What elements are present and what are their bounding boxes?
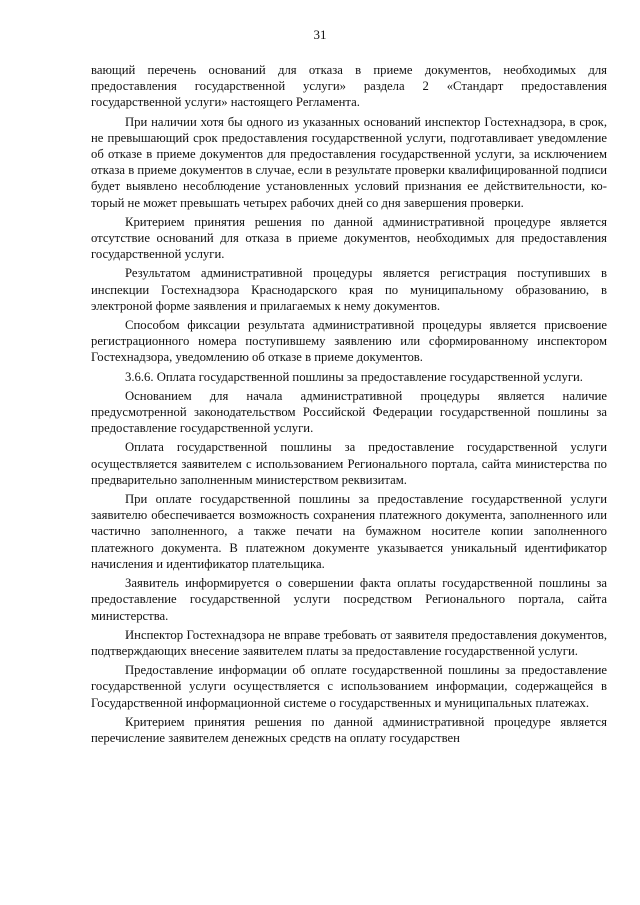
paragraph-payment-method: Оплата государственной пошлины за предоставление государственной услуги осуществляется заявителем с использованием Регионального портала, сайта министерства по предварительно заполненным министерством реквизитам. <box>91 440 607 487</box>
paragraph-payment-document: При оплате государственной пошлины за предоставление государственной услуги заявителю обеспечивается возможность сохранения платежного документа, заполненного или частично заполненного, а также печати на бумажном носителе копии заполненного платежного документа. В платежном документе указывается уникальный идентификатор начисления и идентификатор плательщика. <box>91 492 607 571</box>
paragraph-payment-notification: Заявитель информируется о совершении факта оплаты государственной пошлины за предоставление государственной услуги посредством Регионального портала, сайта министерства. <box>91 576 607 623</box>
page-number: 31 <box>313 27 327 42</box>
paragraph-fixation-method: Способом фиксации результата административной процедуры является присвоение регистрационного номера поступившему заявлению или сформированному инспектором Гостехнадзора, уведомлению об отказе в приеме документов. <box>91 318 607 365</box>
paragraph-decision-criterion: Критерием принятия решения по данной административной процедуре является отсутствие оснований для отказа в приеме документов, необходимых для предоставления государственной услуги. <box>91 214 607 262</box>
paragraph-inspector-restriction: Инспектор Гостехнадзора не вправе требовать от заявителя предоставления документов, подтверждающих внесение заявителем платы за предоставление государственной услуги. <box>91 627 607 658</box>
paragraph-payment-criterion: Критерием принятия решения по данной административной процедуре является перечисление заявителем денежных средств на оплату государствен <box>91 714 607 745</box>
paragraph-procedure-basis: Основанием для начала административной процедуры является наличие предусмотренной законодательством Российской Федерации государственной пошлины за предоставление государственной услуги. <box>91 388 607 436</box>
paragraph-procedure-result: Результатом административной процедуры является регистрация поступивших в инспекции Гостехнадзора Краснодарского края по муниципальному образованию, в электроной форме заявления и прилагаемых к нему документов. <box>91 266 607 313</box>
document-body <box>91 62 607 749</box>
paragraph-payment-information: Предоставление информации об оплате государственной пошлины за предоставление государственной услуги осуществляется с использованием информации, содержащейся в Государственной информационной системе о государственных и муниципальных платежах. <box>91 663 607 710</box>
section-heading-3-6-6: 3.6.6. Оплата государственной пошлины за предоставление государственной услуги. <box>125 369 583 384</box>
paragraph-continuation: вающий перечень оснований для отказа в приеме документов, необходимых для предоставления государственной услуги» раздела 2 «Стандарт предоставления государственной услуги» настоящего Регламента. <box>91 63 607 110</box>
paragraph-refusal-notice: При наличии хотя бы одного из указанных оснований инспектор Гостехнадзора, в срок, не превышающий срок предоставления государственной услуги, подготавливает уведомление об отказе в приеме документов для предоставления государственной услуги, за исключением отказа в приеме документов в случае, если в результате проверки квалифицированной подписи будет выявлено несоблюдение установленных условий признания ее действительности, который не может превышать четырех рабочих дней со дня завершения проверки. <box>91 114 607 210</box>
